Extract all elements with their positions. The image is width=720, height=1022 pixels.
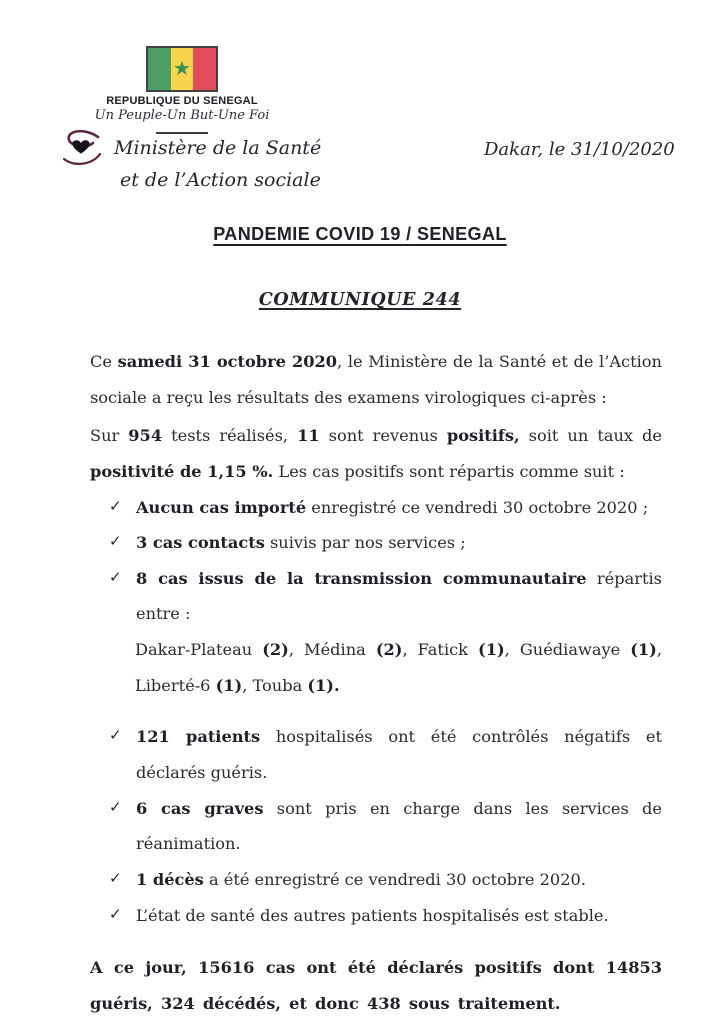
list-item <box>90 490 662 526</box>
national-motto: Un Peuple-Un But-Une Foi <box>94 108 270 123</box>
ministry-logo-icon <box>58 128 106 172</box>
check-icon: ✓ <box>109 726 122 745</box>
list-item-text <box>136 490 662 526</box>
check-icon: ✓ <box>109 496 122 515</box>
case-breakdown-list <box>90 490 662 633</box>
bold-positivity-rate: positivité de 1,15 %. <box>90 461 274 481</box>
ministry-name <box>114 132 321 197</box>
list-item-text <box>136 898 662 934</box>
totals-paragraph: A ce jour, 15616 cas ont été déclarés positifs dont 14853 guéris, 324 décédés, et donc 438 sous traitement. <box>90 958 662 1013</box>
bold-count: (1) <box>215 675 243 695</box>
communique-number: COMMUNIQUE 244 <box>258 290 462 310</box>
bold-run: Aucun cas importé <box>136 497 307 517</box>
list-item <box>90 561 662 632</box>
bold-run: 3 cas contacts <box>136 533 265 553</box>
republic-title: REPUBLIQUE DU SENEGAL <box>106 95 258 107</box>
bold-count: (1) <box>478 640 505 660</box>
list-item <box>90 862 662 898</box>
community-cases-locations <box>90 632 662 703</box>
text-run: répartis entre : <box>136 568 662 624</box>
list-item-text <box>136 719 662 790</box>
ministry-name-line2: et de l’Action sociale <box>120 169 321 192</box>
bold-count: (1) <box>630 640 657 660</box>
text-run: Ce <box>90 352 118 371</box>
document-body <box>90 344 662 1022</box>
senegal-flag-icon <box>146 46 218 92</box>
bold-count: (2) <box>375 640 403 660</box>
text-run: , le Ministère de la Santé et de l’Action sociale a reçu les résultats des examens virologiques ci-après : <box>90 352 662 407</box>
check-icon: ✓ <box>109 567 122 586</box>
bold-run: 6 cas graves <box>136 798 264 818</box>
flag-band-red <box>193 48 216 90</box>
letterhead <box>94 46 270 134</box>
text-run: , Fatick <box>402 640 479 660</box>
text-run: , Médina <box>288 640 376 660</box>
status-list <box>90 719 662 933</box>
list-item-text <box>136 791 662 862</box>
document-title: PANDEMIE COVID 19 / SENEGAL <box>213 224 507 244</box>
tests-paragraph <box>90 418 662 489</box>
flag-star-icon: ★ <box>173 56 191 80</box>
list-item-text <box>136 561 662 632</box>
bold-tests-count: 954 <box>128 426 163 446</box>
text-run: sont revenus <box>319 426 447 446</box>
text-run: hospitalisés ont été contrôlés négatifs et déclarés guéris. <box>136 727 662 783</box>
flag-band-green <box>148 48 171 90</box>
text-run: tests réalisés, <box>162 426 298 446</box>
text-run: Dakar-Plateau <box>135 640 263 660</box>
text-run: soit un taux de <box>519 426 663 446</box>
bold-date: samedi 31 octobre 2020 <box>117 352 338 371</box>
list-item <box>90 525 662 561</box>
bold-count: (1). <box>307 675 340 695</box>
text-run: sont pris en charge dans les services de réanimation. <box>136 798 662 854</box>
text-run: , Touba <box>242 675 308 695</box>
flag-band-yellow <box>171 48 194 90</box>
bold-positive-count: 11 <box>297 426 320 446</box>
check-icon: ✓ <box>109 868 122 887</box>
list-item <box>90 791 662 862</box>
list-item-text <box>136 525 662 561</box>
list-item <box>90 898 662 934</box>
check-icon: ✓ <box>109 904 122 923</box>
bold-positifs: positifs, <box>446 426 520 446</box>
text-run: Sur <box>90 426 129 446</box>
bold-run: 8 cas issus de la transmission communautaire <box>136 568 587 588</box>
text-run: enregistré ce vendredi 30 octobre 2020 ; <box>306 497 649 517</box>
list-item-text <box>136 862 662 898</box>
list-item <box>90 719 662 790</box>
dateline: Dakar, le 31/10/2020 <box>484 139 675 160</box>
check-icon: ✓ <box>109 797 122 816</box>
text-run: , Guédiawaye <box>504 640 631 660</box>
ministry-name-line1: Ministère de la Santé <box>114 137 322 159</box>
text-run: , Liberté-6 <box>135 640 662 695</box>
text-run: a été enregistré ce vendredi 30 octobre 2020. <box>203 869 586 889</box>
intro-paragraph <box>90 344 662 415</box>
bold-run: 1 décès <box>136 869 204 889</box>
bold-count: (2) <box>262 640 289 660</box>
text-run: L’état de santé des autres patients hospitalisés est stable. <box>136 905 609 925</box>
check-icon: ✓ <box>109 532 122 551</box>
text-run: suivis par nos services ; <box>264 533 466 553</box>
text-run: Les cas positifs sont répartis comme suit : <box>273 461 625 481</box>
bold-run: 121 patients <box>136 727 261 747</box>
